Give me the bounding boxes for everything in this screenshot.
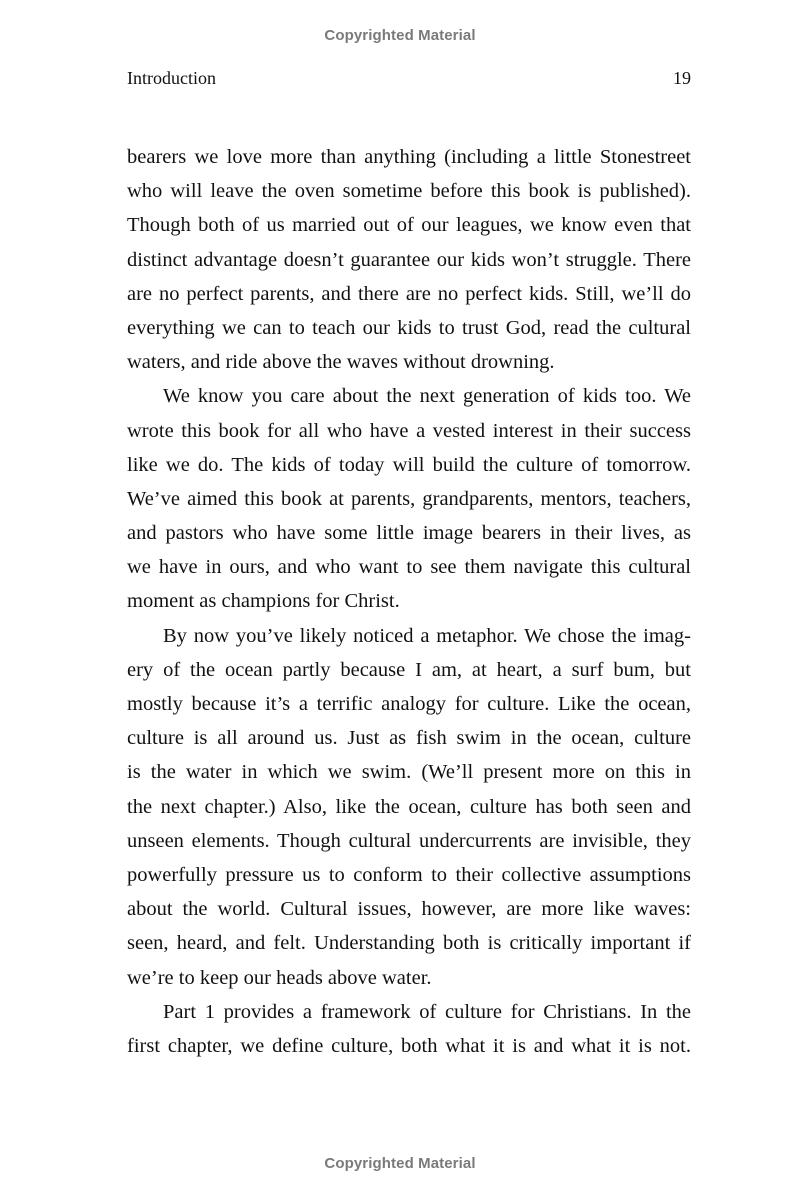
text-line: distinct advantage doesn’t guarantee our kids won’t struggle. There [127, 248, 691, 271]
text-line: culture is all around us. Just as fish swim in the ocean, culture [127, 727, 691, 750]
text-line: we’re to keep our heads above water. [127, 966, 432, 989]
text-line: We’ve aimed this book at parents, grandparents, mentors, teachers, [127, 487, 691, 510]
text-line: the next chapter.) Also, like the ocean, culture has both seen and [127, 795, 691, 818]
text-line: and pastors who have some little image bearers in their lives, as [127, 522, 691, 545]
text-line: about the world. Cultural issues, however, are more like waves: [127, 898, 691, 921]
paragraph-start-line: By now you’ve likely noticed a metaphor. We chose the imag- [163, 624, 691, 647]
text-line: wrote this book for all who have a vested interest in their success [127, 419, 691, 442]
text-line: we have in ours, and who want to see them navigate this cultural [127, 556, 691, 579]
body-text [127, 140, 691, 1063]
text-line: Though both of us married out of our leagues, we know even that [127, 214, 691, 237]
text-line: powerfully pressure us to conform to their collective assumptions [127, 863, 691, 886]
copyright-watermark-bottom: Copyrighted Material [324, 1155, 476, 1172]
text-line: is the water in which we swim. (We’ll present more on this in [127, 761, 691, 784]
text-line: like we do. The kids of today will build the culture of tomorrow. [127, 453, 691, 476]
text-line: mostly because it’s a terrific analogy for culture. Like the ocean, [127, 693, 691, 715]
text-line: unseen elements. Though cultural undercurrents are invisible, they [127, 829, 691, 852]
text-line: who will leave the oven sometime before this book is published). [127, 180, 691, 203]
chapter-title: Introduction [127, 68, 216, 88]
page-number: 19 [673, 68, 691, 88]
text-line: waters, and ride above the waves without drowning. [127, 351, 555, 374]
text-line: first chapter, we define culture, both what it is and what it is not. [127, 1034, 691, 1057]
paragraph-start-line: Part 1 provides a framework of culture for Christians. In the [163, 1000, 691, 1023]
text-line: ery of the ocean partly because I am, at heart, a surf bum, but [127, 658, 691, 681]
text-line: are no perfect parents, and there are no perfect kids. Still, we’ll do [127, 282, 691, 305]
text-line: seen, heard, and felt. Understanding both is critically important if [127, 932, 691, 955]
text-line: everything we can to teach our kids to trust God, read the cultural [127, 316, 691, 339]
text-line: moment as champions for Christ. [127, 590, 400, 613]
copyright-watermark-top: Copyrighted Material [324, 27, 476, 44]
text-line: bearers we love more than anything (including a little Stonestreet [127, 146, 691, 168]
paragraph-start-line: We know you care about the next generation of kids too. We [163, 385, 691, 408]
